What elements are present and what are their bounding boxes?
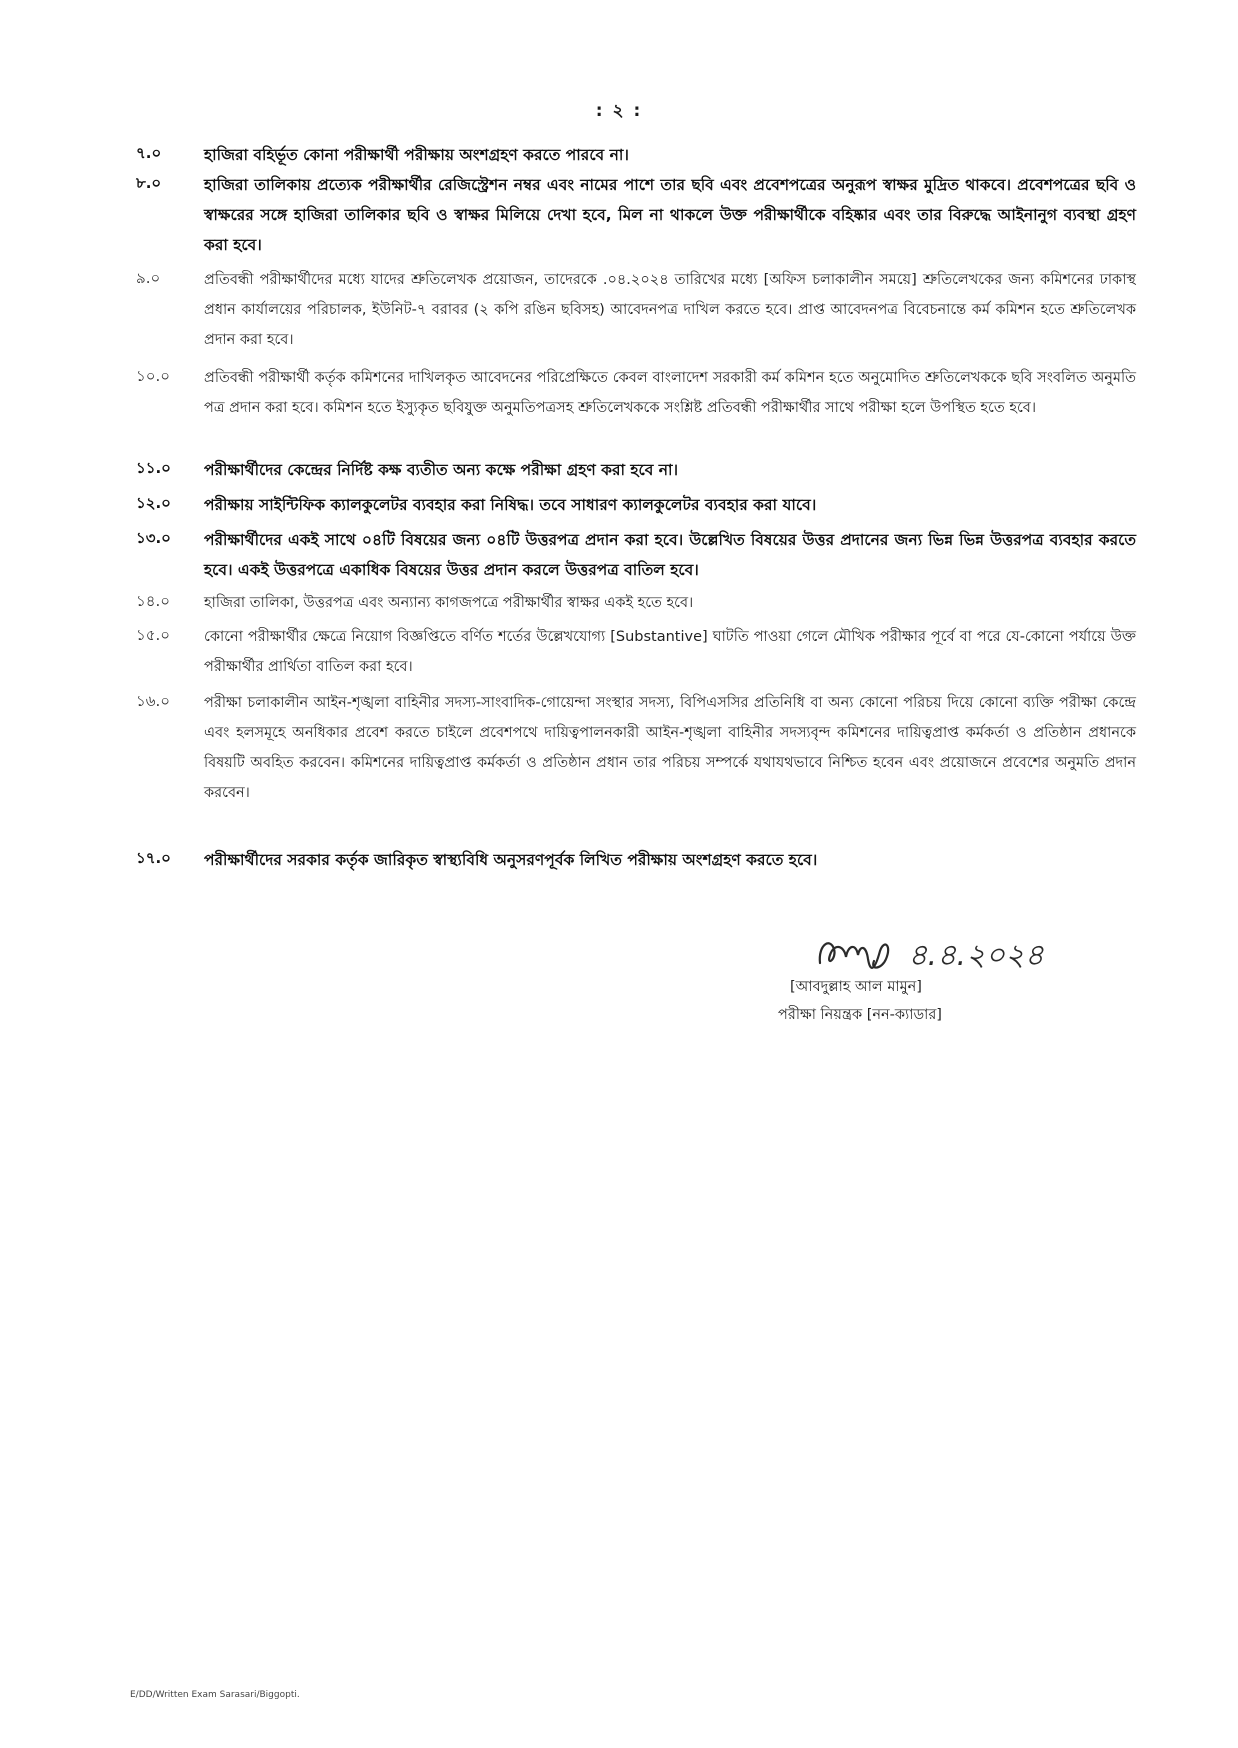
signature-scribble (800, 915, 1100, 985)
rule-item-15 (136, 622, 1136, 682)
rule-item-8 (136, 170, 1136, 260)
rule-number: ১৩.০ (136, 529, 171, 547)
rule-number: ১০.০ (136, 367, 171, 385)
rule-item-17 (136, 845, 1136, 875)
rule-text: পরীক্ষার্থীদের কেন্দ্রের নির্দিষ্ট কক্ষ ব্যতীত অন্য কক্ষে পরীক্ষা গ্রহণ করা হবে না। (204, 461, 679, 479)
footer-reference: E/DD/Written Exam Sarasari/Biggopti. (130, 1690, 300, 1700)
rule-item-9 (136, 265, 1136, 355)
rule-text: কোনো পরীক্ষার্থীর ক্ষেত্রে নিয়োগ বিজ্ঞপ্তিতে বর্ণিত শর্তের উল্লেখযোগ্য [Substantive] ঘাটতি পাওয়া গেলে মৌখিক পরীক্ষার পূর্বে বা পরে যে-কোনো পর্যায়ে উক্ত পরীক্ষার্থীর প্রার্থিতা বাতিল করা হবে। (204, 629, 1136, 675)
rule-number: ১৭.০ (136, 849, 171, 867)
signature-date: ৪.৪.২০২৪ (908, 938, 1044, 973)
signer-title: পরীক্ষা নিয়ন্ত্রক [নন-ক্যাডার] (778, 1007, 942, 1023)
handwritten-signature (800, 915, 1100, 985)
rule-number: ১১.০ (136, 459, 171, 477)
rule-number: ১৬.০ (136, 692, 171, 710)
rule-text: প্রতিবন্ধী পরীক্ষার্থীদের মধ্যে যাদের শ্রুতিলেখক প্রয়োজন, তাদেরকে .০৪.২০২৪ তারিখের মধ্যে [অফিস চলাকালীন সময়ে] শ্রুতিলেখকের জন্য কমিশনের ঢাকাস্থ প্রধান কার্যালয়ের পরিচালক, ইউনিট-৭ বরাবর (২ কপি রঙিন ছবিসহ) আবেদনপত্র দাখিল করতে হবে। প্রাপ্ত আবেদনপত্র বিবেচনান্তে কর্ম কমিশন হতে শ্রুতিলেখক প্রদান করা হবে। (204, 272, 1136, 348)
rule-item-7 (136, 140, 1136, 170)
page-number: : ২ : (595, 101, 643, 121)
rule-text: পরীক্ষার্থীদের সরকার কর্তৃক জারিকৃত স্বাস্থ্যবিধি অনুসরণপূর্বক লিখিত পরীক্ষায় অংশগ্রহণ করতে হবে। (204, 851, 818, 869)
rule-number: ১৪.০ (136, 592, 170, 610)
rule-item-13 (136, 525, 1136, 585)
rule-number: ৭.০ (136, 144, 162, 162)
rule-text: হাজিরা তালিকায় প্রত্যেক পরীক্ষার্থীর রেজিস্ট্রেশন নম্বর এবং নামের পাশে তার ছবি এবং প্রবেশপত্রের অনুরূপ স্বাক্ষর মুদ্রিত থাকবে। প্রবেশপত্রের ছবি ও স্বাক্ষরের সঙ্গে হাজিরা তালিকার ছবি ও স্বাক্ষর মিলিয়ে দেখা হবে, মিল না থাকলে উক্ত পরীক্ষার্থীকে বহিষ্কার এবং তার বিরুদ্ধে আইনানুগ ব্যবস্থা গ্রহণ করা হবে। (204, 176, 1136, 254)
rule-item-14 (136, 588, 1136, 618)
rule-item-11 (136, 455, 1136, 485)
signer-name: [আবদুল্লাহ আল মামুন] (790, 979, 922, 995)
rule-text: হাজিরা বহির্ভূত কোনা পরীক্ষার্থী পরীক্ষায় অংশগ্রহণ করতে পারবে না। (204, 146, 629, 164)
rule-text: পরীক্ষায় সাইন্টিফিক ক্যালকুলেটর ব্যবহার করা নিষিদ্ধ। তবে সাধারণ ক্যালকুলেটর ব্যবহার করা যাবে। (204, 496, 817, 514)
rule-number: ৮.০ (136, 174, 162, 192)
rule-item-10 (136, 363, 1136, 423)
rule-text: প্রতিবন্ধী পরীক্ষার্থী কর্তৃক কমিশনের দাখিলকৃত আবেদনের পরিপ্রেক্ষিতে কেবল বাংলাদেশ সরকারী কর্ম কমিশন হতে অনুমোদিত শ্রুতিলেখককে ছবি সংবলিত অনুমতি পত্র প্রদান করা হবে। কমিশন হতে ইস্যুকৃত ছবিযুক্ত অনুমতিপত্রসহ শ্রুতিলেখককে সংশ্লিষ্ট প্রতিবন্ধী পরীক্ষার্থীর সাথে পরীক্ষা হলে উপস্থিত হতে হবে। (204, 370, 1136, 416)
rule-item-12 (136, 490, 1136, 520)
rule-number: ১৫.০ (136, 626, 170, 644)
rule-item-16 (136, 688, 1136, 808)
rule-number: ৯.০ (136, 269, 161, 287)
rule-text: পরীক্ষার্থীদের একই সাথে ০৪টি বিষয়ের জন্য ০৪টি উত্তরপত্র প্রদান করা হবে। উল্লেখিত বিষয়ের উত্তর প্রদানের জন্য ভিন্ন ভিন্ন উত্তরপত্র ব্যবহার করতে হবে। একই উত্তরপত্রে একাধিক বিষয়ের উত্তর প্রদান করলে উত্তরপত্র বাতিল হবে। (204, 531, 1136, 579)
rule-text: হাজিরা তালিকা, উত্তরপত্র এবং অন্যান্য কাগজপত্রে পরীক্ষার্থীর স্বাক্ষর একই হতে হবে। (204, 595, 694, 611)
rule-text: পরীক্ষা চলাকালীন আইন-শৃঙ্খলা বাহিনীর সদস্য-সাংবাদিক-গোয়েন্দা সংস্থার সদস্য, বিপিএসসির প্রতিনিধি বা অন্য কোনো পরিচয় দিয়ে কোনো ব্যক্তি পরীক্ষা কেন্দ্রে এবং হলসমূহে অনধিকার প্রবেশ করতে চাইলে প্রবেশপথে দায়িত্বপালনকারী আইন-শৃঙ্খলা বাহিনীর সদস্যবৃন্দ কমিশনের দায়িত্বপ্রাপ্ত কর্মকর্তা ও প্রতিষ্ঠান প্রধানকে বিষয়টি অবহিত করবেন। কমিশনের দায়িত্বপ্রাপ্ত কর্মকর্তা ও প্রতিষ্ঠান প্রধান তার পরিচয় সম্পর্কে যথাযথভাবে নিশ্চিত হবেন এবং প্রয়োজনে প্রবেশের অনুমতি প্রদান করবেন। (204, 695, 1136, 801)
rule-number: ১২.০ (136, 494, 171, 512)
